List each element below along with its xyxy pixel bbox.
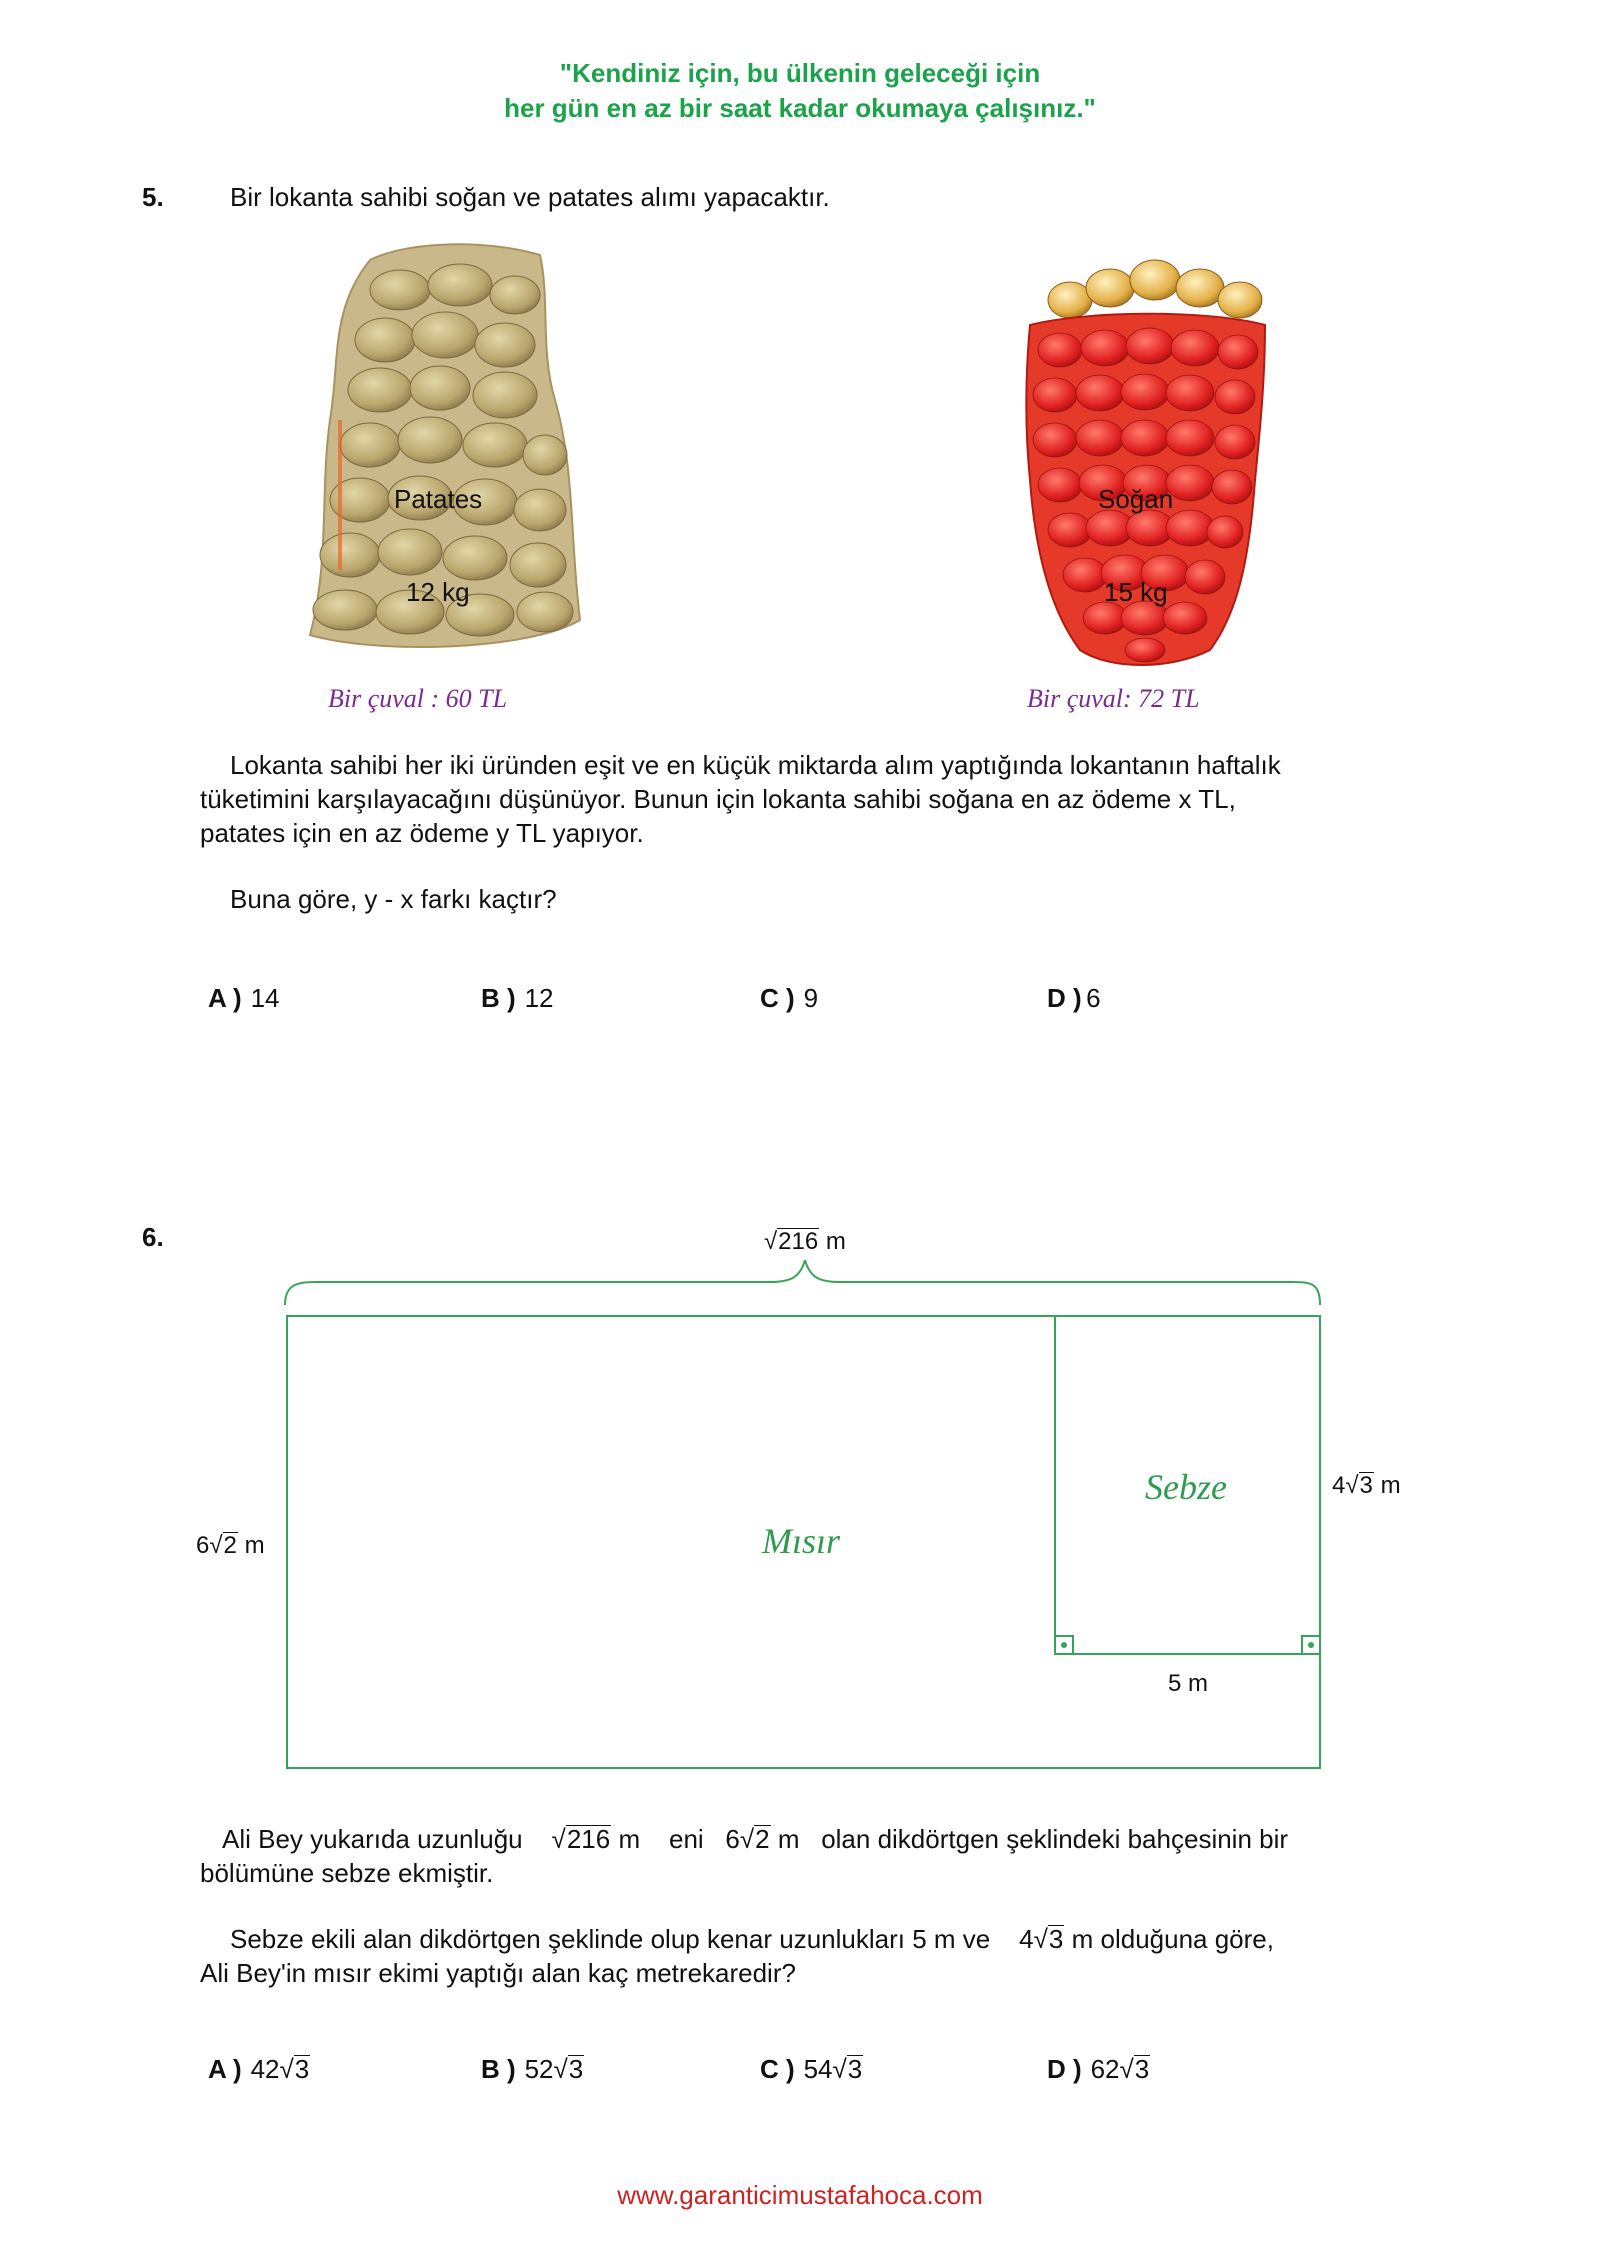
coef: 6 [725, 1824, 740, 1854]
question-6-para-2-line-2: Ali Bey'in mısır ekimi yaptığı alan kaç metrekaredir? [200, 1958, 796, 1988]
question-5-body-line-3: patates için en az ödeme y TL yapıyor. [200, 818, 644, 848]
unit: m [825, 1228, 846, 1255]
option-value: 9 [803, 983, 819, 1013]
question-5-intro: Bir lokanta sahibi soğan ve patates alımı yapacaktır. [230, 182, 830, 212]
potato-price-caption: Bir çuval : 60 TL [328, 684, 508, 713]
text-fragment: olduğuna göre, [1100, 1924, 1274, 1954]
radicand: 216 [778, 1228, 819, 1255]
question-6-para-2-line-1 [230, 1922, 1274, 1956]
radicand: 2 [223, 1532, 237, 1559]
question-6-para-1-line-2: bölümüne sebze ekmiştir. [200, 1858, 494, 1888]
option-letter: D ) [1047, 2054, 1082, 2084]
coef: 4 [1019, 1924, 1034, 1954]
option-value: 42√3 [250, 2054, 310, 2084]
question-5-question: Buna göre, y - x farkı kaçtır? [230, 884, 557, 914]
q5-option-d[interactable] [1047, 983, 1101, 1014]
radicand: 2 [755, 1824, 770, 1854]
option-value: 62√3 [1090, 2054, 1150, 2084]
radicand: 216 [566, 1824, 611, 1854]
q6-option-c[interactable] [760, 2054, 863, 2085]
option-value: 6 [1086, 983, 1101, 1013]
q6-option-a[interactable] [208, 2054, 310, 2085]
option-letter: B ) [481, 2054, 516, 2084]
potato-weight-label: 12 kg [406, 577, 470, 607]
top-dimension-label: √216 m [764, 1228, 846, 1255]
text-fragment: Ali Bey yukarıda uzunluğu [222, 1824, 523, 1854]
text-fragment: olan dikdörtgen şeklindeki bahçesinin bir [821, 1824, 1289, 1854]
q5-option-a[interactable] [208, 983, 280, 1014]
question-5-body-line-2: tüketimini karşılayacağını düşünüyor. Bunun için lokanta sahibi soğana en az ödeme x TL, [200, 784, 1236, 814]
option-value: 52√3 [524, 2054, 584, 2084]
option-letter: D ) [1047, 983, 1082, 1013]
bottom-dimension-label: 5 m [1168, 1670, 1209, 1697]
potato-name-label: Patates [394, 484, 483, 514]
option-value: 12 [524, 983, 554, 1013]
motto-line-1: "Kendiniz için, bu ülkenin geleceği için [559, 58, 1041, 88]
coef: 4 [1332, 1472, 1346, 1499]
q6-option-b[interactable] [481, 2054, 584, 2085]
corn-area-label: Mısır [762, 1521, 841, 1561]
unit: m [1071, 1924, 1094, 1954]
option-letter: A ) [208, 983, 242, 1013]
text-fragment: eni [669, 1824, 704, 1854]
coef: 6 [196, 1532, 210, 1559]
side-expression: 4√3 m [1019, 1924, 1094, 1954]
q6-option-d[interactable] [1047, 2054, 1150, 2085]
unit: m [777, 1824, 800, 1854]
option-letter: C ) [760, 983, 795, 1013]
option-letter: A ) [208, 2054, 242, 2084]
q5-option-b[interactable] [481, 983, 553, 1014]
q5-option-c[interactable] [760, 983, 818, 1014]
question-6-para-1-line-1 [222, 1822, 1288, 1856]
top-brace [285, 1260, 1320, 1305]
question-5-number: 5. [142, 182, 164, 212]
footer-url[interactable]: www.garanticimustafahoca.com [617, 2180, 983, 2210]
onion-price-caption: Bir çuval: 72 TL [1027, 684, 1200, 713]
motto-line-2: her gün en az bir saat kadar okumaya çalışınız." [504, 93, 1096, 123]
unit: m [618, 1824, 641, 1854]
question-5-body-line-1: Lokanta sahibi her iki üründen eşit ve en küçük miktarda alım yaptığında lokantanın haftalık [230, 750, 1281, 780]
onion-weight-label: 15 kg [1104, 577, 1168, 607]
text-fragment: Sebze ekili alan dikdörtgen şeklinde olup kenar uzunlukları 5 m ve [230, 1924, 991, 1954]
right-dimension-label: 4√3 m [1332, 1472, 1401, 1499]
onion-name-label: Soğan [1098, 484, 1174, 514]
width-expression: 6√2 m [725, 1824, 800, 1854]
radicand: 3 [1359, 1472, 1373, 1499]
option-letter: C ) [760, 2054, 795, 2084]
unit: m [1380, 1472, 1401, 1499]
unit: m [244, 1532, 265, 1559]
option-letter: B ) [481, 983, 516, 1013]
option-value: 54√3 [803, 2054, 863, 2084]
left-dimension-label: 6√2 m [196, 1532, 265, 1559]
question-6-number: 6. [142, 1222, 164, 1252]
vegetable-area-label: Sebze [1145, 1467, 1227, 1507]
length-expression: √216 m [551, 1824, 641, 1854]
option-value: 14 [250, 983, 280, 1013]
radicand: 3 [1048, 1924, 1064, 1954]
